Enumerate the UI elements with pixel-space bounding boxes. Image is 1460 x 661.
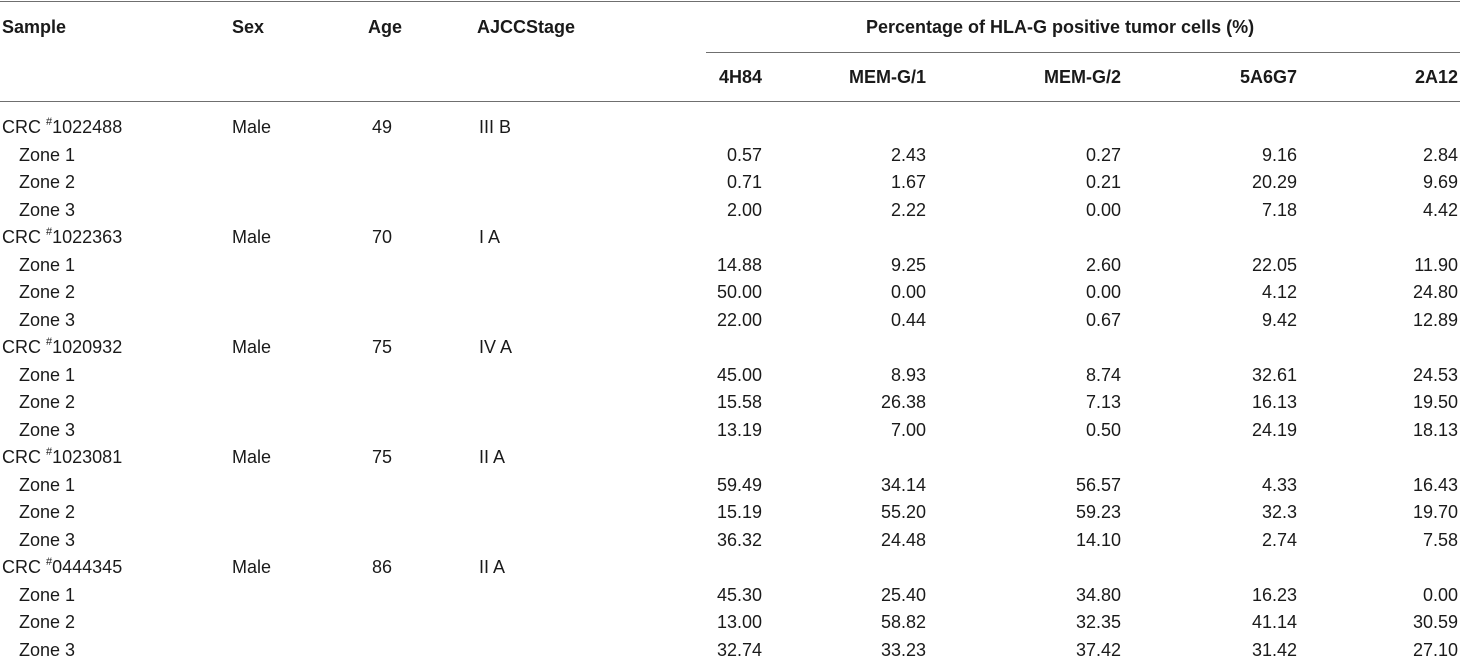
value-mem-g2: 2.60 <box>1085 254 1121 275</box>
sample-id <box>2 116 122 138</box>
value-2a12: 19.70 <box>1412 502 1458 522</box>
zone-label: Zone 2 <box>19 172 76 192</box>
value-4h84: 0.57 <box>726 144 762 165</box>
sample-mark: # <box>46 446 53 458</box>
value-mem-g2: 37.42 <box>1075 639 1121 660</box>
sample-sex: Male <box>232 447 272 467</box>
header-sample: Sample <box>2 17 67 37</box>
value-2a12: 18.13 <box>1412 419 1458 440</box>
value-mem-g2: 59.23 <box>1075 502 1121 522</box>
value-4h84: 13.19 <box>716 419 762 440</box>
sample-age: 75 <box>372 447 393 467</box>
sample-age: 70 <box>372 227 393 247</box>
value-mem-g1: 24.48 <box>880 529 926 550</box>
value-mem-g1: 55.20 <box>880 502 926 522</box>
zone-label: Zone 3 <box>19 529 76 550</box>
sample-number: 1023081 <box>52 447 123 467</box>
sample-mark: # <box>46 556 53 568</box>
value-4h84: 32.74 <box>716 639 762 660</box>
sample-id <box>2 556 122 578</box>
sample-stage: I A <box>479 227 501 247</box>
value-4h84: 2.00 <box>726 199 762 220</box>
value-5a6g7: 41.14 <box>1251 612 1297 632</box>
value-mem-g2: 0.50 <box>1085 419 1121 440</box>
value-mem-g2: 7.13 <box>1085 392 1121 412</box>
value-mem-g2: 0.67 <box>1085 309 1121 330</box>
sample-mark: # <box>46 116 53 128</box>
sample-sex: Male <box>232 117 272 137</box>
header-antibody-2a12: 2A12 <box>1414 67 1458 87</box>
zone-label: Zone 1 <box>19 474 76 495</box>
value-4h84: 45.00 <box>716 364 762 385</box>
value-2a12: 16.43 <box>1412 474 1458 495</box>
value-4h84: 0.71 <box>726 172 762 192</box>
sample-age: 49 <box>372 117 393 137</box>
value-4h84: 13.00 <box>716 612 762 632</box>
value-2a12: 27.10 <box>1412 639 1458 660</box>
value-2a12: 11.90 <box>1414 254 1458 275</box>
value-5a6g7: 22.05 <box>1251 254 1297 275</box>
value-mem-g1: 0.44 <box>890 309 926 330</box>
value-2a12: 7.58 <box>1422 529 1458 550</box>
value-mem-g1: 7.00 <box>890 419 926 440</box>
header-age: Age <box>368 17 403 37</box>
value-4h84: 15.19 <box>716 502 762 522</box>
value-mem-g1: 34.14 <box>880 474 926 495</box>
value-5a6g7: 32.61 <box>1251 364 1297 385</box>
value-4h84: 50.00 <box>716 282 762 302</box>
value-mem-g1: 25.40 <box>880 584 926 605</box>
sample-sex: Male <box>232 227 272 247</box>
header-antibody-mem-g1: MEM-G/1 <box>848 67 926 87</box>
sample-mark: # <box>46 226 53 238</box>
value-mem-g2: 14.10 <box>1075 529 1121 550</box>
value-mem-g2: 8.74 <box>1085 364 1121 385</box>
value-2a12: 4.42 <box>1422 199 1458 220</box>
value-4h84: 45.30 <box>716 584 762 605</box>
value-mem-g1: 0.00 <box>890 282 926 302</box>
sample-number: 1020932 <box>52 337 123 357</box>
value-mem-g2: 56.57 <box>1075 474 1121 495</box>
value-2a12: 2.84 <box>1422 144 1458 165</box>
value-5a6g7: 9.16 <box>1261 144 1297 165</box>
zone-label: Zone 3 <box>19 309 76 330</box>
value-mem-g2: 0.00 <box>1085 282 1121 302</box>
sample-id <box>2 226 122 248</box>
header-sex: Sex <box>232 17 265 37</box>
zone-label: Zone 2 <box>19 282 76 302</box>
sample-sex: Male <box>232 557 272 577</box>
value-2a12: 30.59 <box>1412 612 1458 632</box>
sample-age: 86 <box>372 557 393 577</box>
sample-sex: Male <box>232 337 272 357</box>
zone-label: Zone 1 <box>19 364 76 385</box>
value-5a6g7: 24.19 <box>1251 419 1297 440</box>
value-5a6g7: 16.23 <box>1251 584 1297 605</box>
value-5a6g7: 2.74 <box>1261 529 1297 550</box>
header-antibody-mem-g2: MEM-G/2 <box>1043 67 1121 87</box>
header-stage: AJCCStage <box>477 17 576 37</box>
sample-prefix: CRC <box>2 337 46 357</box>
sample-prefix: CRC <box>2 227 46 247</box>
zone-label: Zone 3 <box>19 199 76 220</box>
header-group-title: Percentage of HLA-G positive tumor cells (%) <box>866 17 1255 37</box>
sample-mark: # <box>46 336 53 348</box>
value-mem-g1: 2.43 <box>890 144 926 165</box>
value-5a6g7: 4.12 <box>1261 282 1297 302</box>
sample-id <box>2 336 122 358</box>
sample-stage: IV A <box>479 337 513 357</box>
sample-number: 0444345 <box>52 557 123 577</box>
value-mem-g1: 8.93 <box>890 364 926 385</box>
sample-prefix: CRC <box>2 447 46 467</box>
value-mem-g2: 0.21 <box>1085 172 1121 192</box>
sample-prefix: CRC <box>2 117 46 137</box>
sample-id <box>2 446 122 468</box>
zone-label: Zone 2 <box>19 392 76 412</box>
value-2a12: 24.80 <box>1412 282 1458 302</box>
value-4h84: 36.32 <box>716 529 762 550</box>
top-rule <box>0 1 1460 2</box>
value-2a12: 24.53 <box>1412 364 1458 385</box>
sample-prefix: CRC <box>2 557 46 577</box>
value-mem-g2: 34.80 <box>1075 584 1121 605</box>
header-antibody-5a6g7: 5A6G7 <box>1239 67 1297 87</box>
zone-label: Zone 2 <box>19 502 76 522</box>
value-4h84: 22.00 <box>716 309 762 330</box>
zone-label: Zone 1 <box>19 144 76 165</box>
value-2a12: 19.50 <box>1412 392 1458 412</box>
value-mem-g1: 33.23 <box>880 639 926 660</box>
value-5a6g7: 9.42 <box>1261 309 1297 330</box>
value-mem-g2: 0.00 <box>1085 199 1121 220</box>
value-mem-g1: 1.67 <box>890 172 926 192</box>
sample-age: 75 <box>372 337 393 357</box>
value-2a12: 12.89 <box>1412 309 1458 330</box>
value-4h84: 59.49 <box>716 474 762 495</box>
sample-number: 1022363 <box>52 227 123 247</box>
sample-stage: II A <box>479 557 506 577</box>
value-2a12: 9.69 <box>1422 172 1458 192</box>
value-5a6g7: 16.13 <box>1251 392 1297 412</box>
value-mem-g2: 32.35 <box>1075 612 1121 632</box>
value-2a12: 0.00 <box>1422 584 1458 605</box>
sample-stage: II A <box>479 447 506 467</box>
value-5a6g7: 7.18 <box>1261 199 1297 220</box>
value-mem-g1: 2.22 <box>890 199 926 220</box>
value-5a6g7: 4.33 <box>1261 474 1297 495</box>
sample-stage: III B <box>479 117 512 137</box>
value-4h84: 14.88 <box>716 254 762 275</box>
header-antibody-4h84: 4H84 <box>718 67 762 87</box>
zone-label: Zone 3 <box>19 639 76 660</box>
zone-label: Zone 1 <box>19 584 76 605</box>
header-rule <box>0 101 1460 102</box>
sample-number: 1022488 <box>52 117 123 137</box>
value-mem-g1: 26.38 <box>880 392 926 412</box>
value-5a6g7: 20.29 <box>1251 172 1297 192</box>
value-mem-g2: 0.27 <box>1085 144 1121 165</box>
value-5a6g7: 31.42 <box>1251 639 1297 660</box>
zone-label: Zone 3 <box>19 419 76 440</box>
zone-label: Zone 2 <box>19 612 76 632</box>
value-mem-g1: 9.25 <box>890 254 926 275</box>
value-5a6g7: 32.3 <box>1261 502 1297 522</box>
zone-label: Zone 1 <box>19 254 76 275</box>
value-mem-g1: 58.82 <box>880 612 926 632</box>
group-rule <box>706 52 1460 53</box>
value-4h84: 15.58 <box>716 392 762 412</box>
